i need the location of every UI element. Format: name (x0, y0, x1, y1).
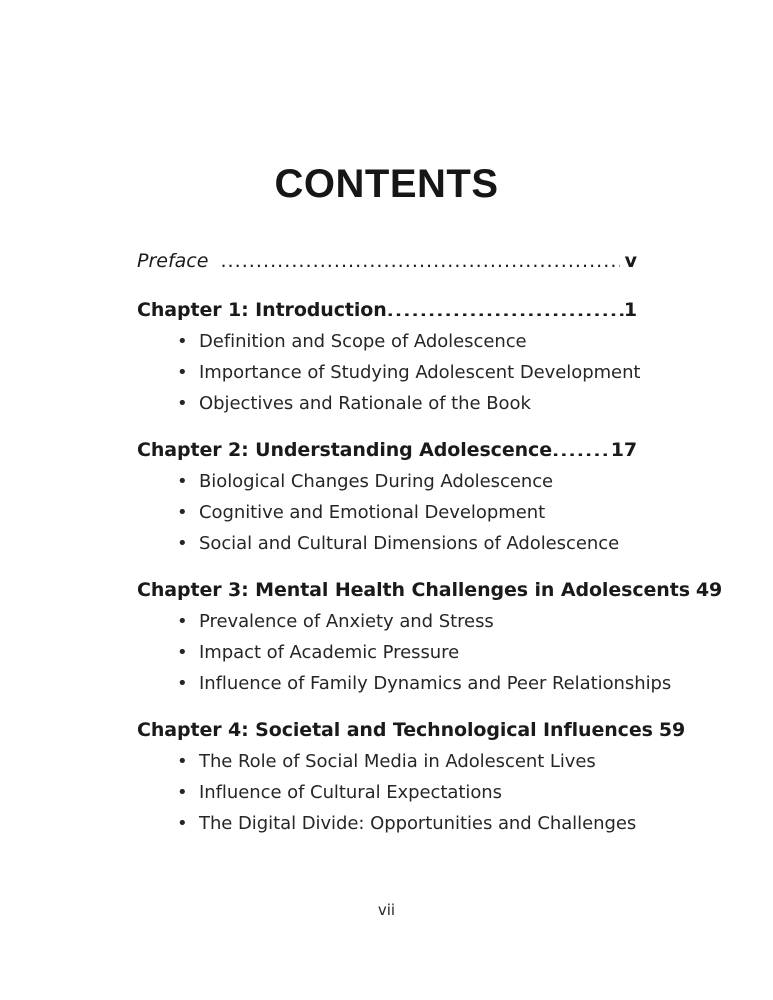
bullet-icon: • (177, 813, 188, 834)
list-item[interactable] (137, 777, 637, 808)
bullet-icon: • (177, 533, 188, 554)
list-item-label: Influence of Family Dynamics and Peer Relationships (199, 673, 672, 694)
list-item[interactable] (137, 357, 641, 388)
list-item[interactable] (137, 637, 637, 668)
chapter-list (137, 296, 723, 839)
bullet-icon: • (177, 782, 188, 803)
bullet-icon: • (177, 502, 188, 523)
list-item[interactable] (137, 606, 637, 637)
table-of-contents (137, 248, 723, 839)
topic-list (137, 326, 641, 419)
toc-entry-page-number: 17 (610, 439, 637, 461)
list-item-label: Social and Cultural Dimensions of Adolescence (199, 533, 620, 554)
list-item[interactable] (137, 326, 637, 357)
list-item-label: Definition and Scope of Adolescence (199, 331, 527, 352)
list-item-label: Objectives and Rationale of the Book (199, 393, 531, 414)
list-item-label: Influence of Cultural Expectations (199, 782, 502, 803)
toc-entry-chapter[interactable] (137, 576, 723, 604)
list-item[interactable] (137, 808, 637, 839)
list-item-label: The Role of Social Media in Adolescent Lives (199, 751, 596, 772)
bullet-icon: • (177, 471, 188, 492)
list-item-label: Biological Changes During Adolescence (199, 471, 554, 492)
list-item-label: Prevalence of Anxiety and Stress (199, 611, 494, 632)
chapter-group (137, 576, 723, 699)
topic-list (137, 606, 672, 699)
chapter-group (137, 716, 686, 839)
bullet-icon: • (177, 751, 188, 772)
toc-entry-chapter[interactable] (137, 436, 637, 464)
bullet-icon: • (177, 673, 188, 694)
list-item[interactable] (137, 466, 637, 497)
toc-entry-label: Preface (137, 250, 209, 272)
list-item[interactable] (137, 497, 637, 528)
toc-entry-label: Chapter 2: Understanding Adolescence (137, 439, 552, 461)
list-item-label: Cognitive and Emotional Development (199, 502, 546, 523)
toc-entry-page-number: 49 (695, 579, 723, 601)
toc-entry-page-number: 1 (623, 299, 637, 321)
toc-entry-label: Chapter 4: Societal and Technological Influences (137, 719, 653, 741)
toc-entry-label: Chapter 3: Mental Health Challenges in Adolescents (137, 579, 690, 601)
bullet-icon: • (177, 331, 188, 352)
list-item-label: The Digital Divide: Opportunities and Challenges (199, 813, 637, 834)
toc-entry-chapter[interactable] (137, 716, 686, 744)
page-folio: vii (377, 901, 396, 919)
list-item-label: Impact of Academic Pressure (199, 642, 460, 663)
list-item[interactable] (137, 746, 637, 777)
dot-leader (552, 437, 611, 456)
page-title: CONTENTS (274, 161, 499, 206)
topic-list (137, 746, 637, 839)
dot-leader (387, 297, 624, 316)
bullet-icon: • (177, 362, 188, 383)
topic-list (137, 466, 637, 559)
toc-entry-page-number: v (624, 250, 637, 272)
toc-entry-chapter[interactable] (137, 296, 637, 324)
list-item[interactable] (137, 388, 637, 419)
chapter-group (137, 296, 641, 419)
bullet-icon: • (177, 642, 188, 663)
bullet-icon: • (177, 611, 188, 632)
toc-entry-preface[interactable] (137, 248, 637, 274)
list-item-label: Importance of Studying Adolescent Development (199, 362, 641, 383)
toc-entry-page-number: 59 (658, 719, 686, 741)
toc-entry-label: Chapter 1: Introduction (137, 299, 387, 321)
bullet-icon: • (177, 393, 188, 414)
list-item[interactable] (137, 528, 637, 559)
chapter-group (137, 436, 637, 559)
dot-leader (220, 248, 619, 267)
list-item[interactable] (137, 668, 672, 699)
